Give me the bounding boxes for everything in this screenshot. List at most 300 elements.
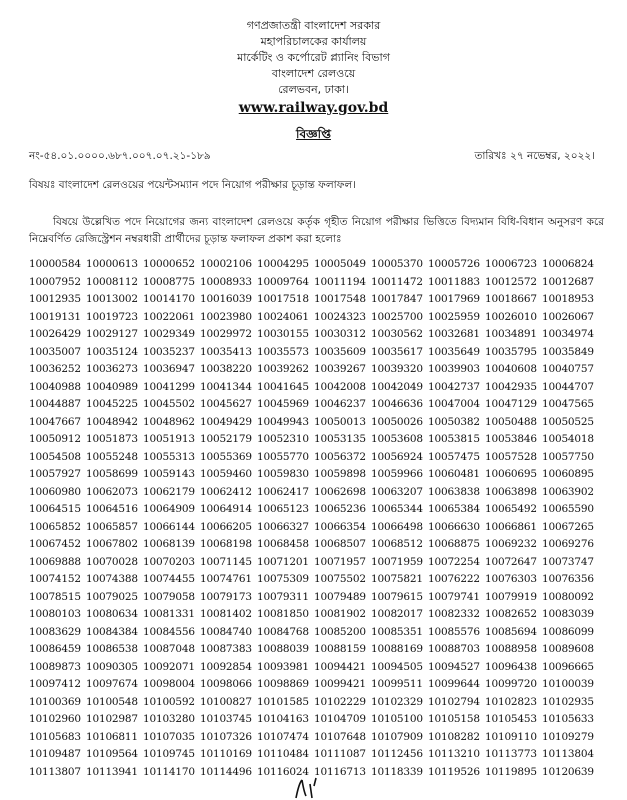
registration-number: 10070028 — [86, 555, 138, 568]
registration-number: 10057927 — [29, 468, 81, 480]
registration-number: 10050488 — [485, 415, 537, 428]
registration-number: 10041299 — [143, 380, 195, 393]
registration-number: 10063898 — [485, 485, 537, 498]
registration-number: 10035573 — [257, 345, 309, 358]
registration-number: 10059966 — [371, 468, 423, 480]
registration-number: 10097674 — [86, 678, 138, 690]
registration-number: 10079025 — [86, 590, 138, 603]
registration-number: 10024323 — [314, 310, 366, 323]
registration-number: 10099421 — [314, 678, 366, 690]
registration-number: 10055313 — [143, 450, 195, 463]
registration-number: 10042935 — [485, 380, 537, 393]
notice-title: বিজ্ঞপ্তি — [296, 127, 331, 141]
registration-number: 10119895 — [485, 765, 537, 778]
registration-number: 10092854 — [200, 660, 252, 673]
registration-number: 10113773 — [485, 748, 537, 760]
registration-number: 10083629 — [29, 625, 81, 638]
registration-number: 10108282 — [428, 730, 480, 743]
registration-number: 10107035 — [143, 730, 195, 743]
registration-number: 10063207 — [371, 485, 423, 498]
registration-number: 10094527 — [428, 660, 480, 673]
signature-mark — [290, 776, 326, 800]
registration-number: 10089873 — [29, 660, 81, 673]
notice-subject: বিষয়ঃ বাংলাদেশ রেলওয়ের পয়েন্টসম্যান পদে নিয়োগ পরীক্ষার চূড়ান্ত ফলাফল। — [29, 179, 356, 191]
registration-number: 10065590 — [542, 503, 594, 515]
registration-number: 10030155 — [257, 328, 309, 340]
registration-number: 10049943 — [257, 415, 309, 428]
table-row — [29, 624, 599, 642]
registration-number: 10064909 — [143, 503, 195, 515]
registration-number: 10092071 — [143, 660, 195, 673]
registration-number: 10007952 — [29, 275, 81, 288]
registration-number: 10086538 — [86, 643, 138, 655]
registration-number: 10100827 — [200, 695, 252, 708]
registration-number: 10066630 — [428, 520, 480, 533]
registration-number: 10085351 — [371, 625, 423, 638]
registration-number: 10096438 — [485, 660, 537, 673]
registration-number: 10120639 — [542, 765, 594, 778]
registration-number: 10110484 — [257, 748, 309, 760]
registration-number: 10087048 — [143, 643, 195, 655]
registration-number: 10079311 — [257, 590, 309, 603]
registration-number: 10029349 — [143, 328, 195, 340]
table-row — [29, 309, 599, 327]
table-row — [29, 396, 599, 414]
registration-number: 10035007 — [29, 345, 81, 358]
registration-number: 10035617 — [371, 345, 423, 358]
table-row — [29, 571, 599, 589]
registration-number: 10005370 — [371, 258, 423, 270]
registration-number: 10017518 — [257, 293, 309, 305]
registration-number: 10086099 — [542, 625, 594, 638]
registration-number: 10035609 — [314, 345, 366, 358]
registration-number: 10062698 — [314, 485, 366, 498]
table-row — [29, 676, 599, 694]
table-row — [29, 414, 599, 432]
results-table — [29, 256, 599, 781]
registration-number: 10065123 — [257, 503, 309, 515]
registration-number: 10098004 — [143, 678, 195, 690]
registration-number: 10075821 — [371, 573, 423, 585]
registration-number: 10059143 — [143, 468, 195, 480]
registration-number: 10055369 — [200, 450, 252, 463]
registration-number: 10060481 — [428, 468, 480, 480]
registration-number: 10066354 — [314, 520, 366, 533]
registration-number: 10065857 — [86, 520, 138, 533]
registration-number: 10069232 — [485, 538, 537, 550]
table-row — [29, 291, 599, 309]
registration-number: 10049429 — [200, 415, 252, 428]
registration-number: 10088159 — [314, 643, 366, 655]
registration-number: 10026429 — [29, 328, 81, 340]
registration-number: 10018667 — [485, 293, 537, 305]
registration-number: 10052179 — [200, 433, 252, 445]
registration-number: 10074152 — [29, 573, 81, 585]
registration-number: 10081850 — [257, 608, 309, 620]
table-row — [29, 589, 599, 607]
registration-number: 10016039 — [200, 293, 252, 305]
registration-number: 10102329 — [371, 695, 423, 708]
table-row — [29, 466, 599, 484]
registration-number: 10048962 — [143, 415, 195, 428]
registration-number: 10106811 — [86, 730, 138, 743]
table-row — [29, 449, 599, 467]
registration-number: 10109279 — [542, 730, 594, 743]
table-row — [29, 484, 599, 502]
registration-number: 10073747 — [542, 555, 594, 568]
registration-number: 10071201 — [257, 555, 309, 568]
registration-number: 10035849 — [542, 345, 594, 358]
registration-number: 10100369 — [29, 695, 81, 708]
table-row — [29, 659, 599, 677]
registration-number: 10094505 — [371, 660, 423, 673]
table-row — [29, 326, 599, 344]
registration-number: 10011472 — [371, 275, 423, 288]
registration-number: 10076303 — [485, 573, 537, 585]
table-row — [29, 361, 599, 379]
table-row — [29, 274, 599, 292]
registration-number: 10098066 — [200, 678, 252, 690]
registration-number: 10005049 — [314, 258, 366, 270]
registration-number: 10081402 — [200, 608, 252, 620]
registration-number: 10000613 — [86, 258, 138, 270]
registration-number: 10059830 — [257, 468, 309, 480]
registration-number: 10079489 — [314, 590, 366, 603]
registration-number: 10065344 — [371, 503, 423, 515]
registration-number: 10040757 — [542, 363, 594, 375]
registration-number: 10045502 — [143, 398, 195, 410]
registration-number: 10088703 — [428, 643, 480, 655]
table-row — [29, 344, 599, 362]
registration-number: 10046636 — [371, 398, 423, 410]
registration-number: 10050026 — [371, 415, 423, 428]
registration-number: 10075309 — [257, 573, 309, 585]
registration-number: 10063838 — [428, 485, 480, 498]
registration-number: 10060980 — [29, 485, 81, 498]
registration-number: 10011883 — [428, 275, 480, 288]
registration-number: 10053135 — [314, 433, 366, 445]
registration-number: 10066327 — [257, 520, 309, 533]
registration-number: 10107474 — [257, 730, 309, 743]
registration-number: 10080103 — [29, 608, 81, 620]
registration-number: 10045627 — [200, 398, 252, 410]
registration-number: 10068139 — [143, 538, 195, 550]
registration-number: 10008933 — [200, 275, 252, 288]
registration-number: 10050382 — [428, 415, 480, 428]
office-name: মহাপরিচালকের কার্যালয় — [260, 35, 367, 48]
registration-number: 10083039 — [542, 608, 594, 620]
registration-number: 10042737 — [428, 380, 480, 393]
registration-number: 10044707 — [542, 380, 594, 393]
registration-number: 10042008 — [314, 380, 366, 393]
table-row — [29, 711, 599, 729]
registration-number: 10102987 — [86, 713, 138, 725]
registration-number: 10109745 — [143, 748, 195, 760]
registration-number: 10080634 — [86, 608, 138, 620]
registration-number: 10055770 — [257, 450, 309, 463]
registration-number: 10030312 — [314, 328, 366, 340]
registration-number: 10006824 — [542, 258, 594, 270]
table-row — [29, 519, 599, 537]
registration-number: 10060895 — [542, 468, 594, 480]
registration-number: 10057528 — [485, 450, 537, 463]
registration-number: 10107648 — [314, 730, 366, 743]
registration-number: 10064515 — [29, 503, 81, 515]
registration-number: 10088039 — [257, 643, 309, 655]
registration-number: 10040608 — [485, 363, 537, 375]
registration-number: 10082017 — [371, 608, 423, 620]
registration-number: 10099720 — [485, 678, 537, 690]
registration-number: 10024061 — [257, 310, 309, 323]
registration-number: 10104163 — [257, 713, 309, 725]
registration-number: 10006723 — [485, 258, 537, 270]
registration-number: 10019131 — [29, 310, 81, 323]
registration-number: 10042049 — [371, 380, 423, 393]
table-row — [29, 641, 599, 659]
registration-number: 10050912 — [29, 433, 81, 445]
registration-number: 10069888 — [29, 555, 81, 568]
registration-number: 10079615 — [371, 590, 423, 603]
registration-number: 10102794 — [428, 695, 480, 708]
registration-number: 10107909 — [371, 730, 423, 743]
notice-date: তারিখঃ ২৭ নভেম্বর, ২০২২। — [474, 150, 595, 162]
table-row — [29, 536, 599, 554]
office-address: রেলভবন, ঢাকা। — [278, 83, 349, 96]
registration-number: 10075502 — [314, 573, 366, 585]
table-row — [29, 431, 599, 449]
registration-number: 10067265 — [542, 520, 594, 533]
registration-number: 10035649 — [428, 345, 480, 358]
registration-number: 10071145 — [200, 555, 252, 568]
registration-number: 10008775 — [143, 275, 195, 288]
registration-number: 10035413 — [200, 345, 252, 358]
registration-number: 10066205 — [200, 520, 252, 533]
registration-number: 10096665 — [542, 660, 594, 673]
registration-number: 10051873 — [86, 433, 138, 445]
registration-number: 10111087 — [314, 748, 366, 760]
registration-number: 10070203 — [143, 555, 195, 568]
registration-number: 10057475 — [428, 450, 480, 463]
registration-number: 10035237 — [143, 345, 195, 358]
registration-number: 10022061 — [143, 310, 195, 323]
registration-number: 10114496 — [200, 765, 252, 778]
govt-name: গণপ্রজাতন্ত্রী বাংলাদেশ সরকার — [246, 19, 381, 32]
registration-number: 10065852 — [29, 520, 81, 533]
registration-number: 10053815 — [428, 433, 480, 445]
organization-name: বাংলাদেশ রেলওয়ে — [271, 67, 356, 80]
registration-number: 10072647 — [485, 555, 537, 568]
registration-number: 10098869 — [257, 678, 309, 690]
registration-number: 10057750 — [542, 450, 594, 463]
registration-number: 10066498 — [371, 520, 423, 533]
registration-number: 10074455 — [143, 573, 195, 585]
registration-number: 10019723 — [86, 310, 138, 323]
table-row — [29, 694, 599, 712]
registration-number: 10059460 — [200, 468, 252, 480]
registration-number: 10088169 — [371, 643, 423, 655]
registration-number: 10041344 — [200, 380, 252, 393]
registration-number: 10116024 — [257, 765, 309, 778]
registration-number: 10034974 — [542, 328, 594, 340]
registration-number: 10005726 — [428, 258, 480, 270]
registration-number: 10051913 — [143, 433, 195, 445]
registration-number: 10047129 — [485, 398, 537, 410]
registration-number: 10079741 — [428, 590, 480, 603]
registration-number: 10066861 — [485, 520, 537, 533]
registration-number: 10039267 — [314, 363, 366, 375]
registration-number: 10012687 — [542, 275, 594, 288]
registration-number: 10034891 — [485, 328, 537, 340]
registration-number: 10081902 — [314, 608, 366, 620]
registration-number: 10039903 — [428, 363, 480, 375]
registration-number: 10014170 — [143, 293, 195, 305]
registration-number: 10036273 — [86, 363, 138, 375]
registration-number: 10113941 — [86, 765, 138, 778]
registration-number: 10000652 — [143, 258, 195, 270]
registration-number: 10032681 — [428, 328, 480, 340]
registration-number: 10094421 — [314, 660, 366, 673]
registration-number: 10068198 — [200, 538, 252, 550]
registration-number: 10113807 — [29, 765, 81, 778]
registration-number: 10093981 — [257, 660, 309, 673]
registration-number: 10065236 — [314, 503, 366, 515]
registration-number: 10097412 — [29, 678, 81, 690]
registration-number: 10013002 — [86, 293, 138, 305]
registration-number: 10085200 — [314, 625, 366, 638]
registration-number: 10047004 — [428, 398, 480, 410]
registration-number: 10056372 — [314, 450, 366, 463]
registration-number: 10072254 — [428, 555, 480, 568]
registration-number: 10082652 — [485, 608, 537, 620]
registration-number: 10048942 — [86, 415, 138, 428]
registration-number: 10008112 — [86, 275, 138, 288]
registration-number: 10050525 — [542, 415, 594, 428]
registration-number: 10062417 — [257, 485, 309, 498]
registration-number: 10107326 — [200, 730, 252, 743]
registration-number: 10069276 — [542, 538, 594, 550]
registration-number: 10079919 — [485, 590, 537, 603]
registration-number: 10067802 — [86, 538, 138, 550]
table-row — [29, 554, 599, 572]
registration-number: 10040989 — [86, 380, 138, 393]
registration-number: 10118339 — [371, 765, 423, 778]
registration-number: 10104709 — [314, 713, 366, 725]
registration-number: 10055248 — [86, 450, 138, 463]
registration-number: 10110169 — [200, 748, 252, 760]
registration-number: 10000584 — [29, 258, 81, 270]
registration-number: 10064914 — [200, 503, 252, 515]
registration-number: 10101585 — [257, 695, 309, 708]
registration-number: 10039262 — [257, 363, 309, 375]
registration-number: 10112456 — [371, 748, 423, 760]
registration-number: 10029972 — [200, 328, 252, 340]
registration-number: 10023980 — [200, 310, 252, 323]
registration-number: 10009764 — [257, 275, 309, 288]
registration-number: 10035795 — [485, 345, 537, 358]
registration-number: 10045969 — [257, 398, 309, 410]
registration-number: 10044887 — [29, 398, 81, 410]
registration-number: 10105100 — [371, 713, 423, 725]
registration-number: 10065384 — [428, 503, 480, 515]
registration-number: 10081331 — [143, 608, 195, 620]
registration-number: 10017548 — [314, 293, 366, 305]
registration-number: 10053608 — [371, 433, 423, 445]
registration-number: 10060695 — [485, 468, 537, 480]
registration-number: 10038220 — [200, 363, 252, 375]
registration-number: 10113210 — [428, 748, 480, 760]
registration-number: 10102960 — [29, 713, 81, 725]
registration-number: 10079058 — [143, 590, 195, 603]
registration-number: 10062179 — [143, 485, 195, 498]
registration-number: 10026067 — [542, 310, 594, 323]
table-row — [29, 729, 599, 747]
registration-number: 10052310 — [257, 433, 309, 445]
registration-number: 10109564 — [86, 748, 138, 760]
registration-number: 10102935 — [542, 695, 594, 708]
registration-number: 10109110 — [485, 730, 537, 743]
registration-number: 10041645 — [257, 380, 309, 393]
registration-number: 10026010 — [485, 310, 537, 323]
registration-number: 10102229 — [314, 695, 366, 708]
website-link[interactable]: www.railway.gov.bd — [238, 100, 389, 116]
registration-number: 10100592 — [143, 695, 195, 708]
registration-number: 10011194 — [314, 275, 366, 288]
registration-number: 10078515 — [29, 590, 81, 603]
registration-number: 10084740 — [200, 625, 252, 638]
registration-number: 10054018 — [542, 433, 594, 445]
registration-number: 10087383 — [200, 643, 252, 655]
table-row — [29, 746, 599, 764]
registration-number: 10068875 — [428, 538, 480, 550]
notice-body: বিষয়ে উল্লেখিত পদে নিয়োগের জন্য বাংলাদেশ রেলওয়ে কর্তৃক গৃহীত নিয়োগ পরীক্ষার ভিত্তিতে বিদ্যমান বিধি-বিধান অনুসরণ করে নিম্নেবর্ণিত রেজিস্ট্রেশন নম্বরধারী প্রার্থীদের চূড়ান্ত ফলাফল প্রকাশ করা হলোঃ — [29, 216, 604, 245]
registration-number: 10025959 — [428, 310, 480, 323]
registration-number: 10017969 — [428, 293, 480, 305]
registration-number: 10063902 — [542, 485, 594, 498]
registration-number: 10084556 — [143, 625, 195, 638]
registration-number: 10068512 — [371, 538, 423, 550]
registration-number: 10076222 — [428, 573, 480, 585]
registration-number: 10082332 — [428, 608, 480, 620]
registration-number: 10036252 — [29, 363, 81, 375]
registration-number: 10054508 — [29, 450, 81, 463]
registration-number: 10025700 — [371, 310, 423, 323]
registration-number: 10100548 — [86, 695, 138, 708]
registration-number: 10084768 — [257, 625, 309, 638]
registration-number: 10050013 — [314, 415, 366, 428]
table-row — [29, 256, 599, 274]
registration-number: 10113804 — [542, 748, 594, 760]
registration-number: 10099644 — [428, 678, 480, 690]
registration-number: 10086459 — [29, 643, 81, 655]
registration-number: 10062073 — [86, 485, 138, 498]
registration-number: 10102823 — [485, 695, 537, 708]
registration-number: 10056924 — [371, 450, 423, 463]
registration-number: 10035124 — [86, 345, 138, 358]
registration-number: 10074388 — [86, 573, 138, 585]
registration-number: 10017847 — [371, 293, 423, 305]
registration-number: 10105158 — [428, 713, 480, 725]
registration-number: 10080092 — [542, 590, 594, 603]
registration-number: 10090305 — [86, 660, 138, 673]
registration-number: 10058699 — [86, 468, 138, 480]
registration-number: 10079173 — [200, 590, 252, 603]
registration-number: 10012935 — [29, 293, 81, 305]
registration-number: 10045225 — [86, 398, 138, 410]
registration-number: 10012572 — [485, 275, 537, 288]
department-name: মার্কেটিং ও কর্পোরেট প্ল্যানিং বিভাগ — [237, 51, 390, 64]
registration-number: 10018953 — [542, 293, 594, 305]
registration-number: 10047667 — [29, 415, 81, 428]
